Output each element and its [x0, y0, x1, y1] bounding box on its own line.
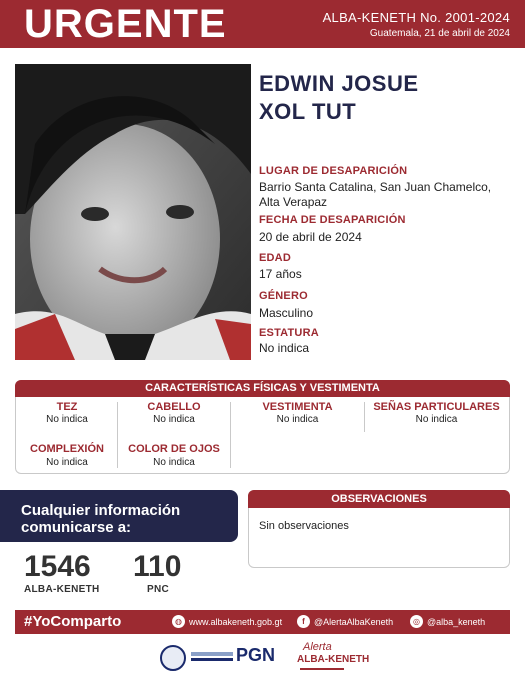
age-value: 17 años	[259, 267, 302, 281]
hashtag: #YoComparto	[24, 613, 122, 630]
place-label: LUGAR DE DESAPARICIÓN	[259, 165, 408, 177]
date-label: FECHA DE DESAPARICIÓN	[259, 214, 406, 226]
eye-color-value: No indica	[153, 457, 195, 468]
missing-person-photo	[15, 64, 251, 360]
observations-header: OBSERVACIONES	[248, 490, 510, 508]
person-name-line2: XOL TUT	[259, 99, 357, 124]
date-value: 20 de abril de 2024	[259, 230, 362, 244]
vestimenta-label: VESTIMENTA	[262, 401, 333, 413]
facebook-handle[interactable]: @AlertaAlbaKeneth	[314, 617, 394, 627]
phone-number-alba: 1546	[24, 550, 91, 583]
senas-value: No indica	[415, 414, 458, 425]
age-label: EDAD	[259, 252, 291, 264]
portrait-image	[15, 64, 251, 360]
phone-label-alba: ALBA-KENETH	[24, 584, 100, 595]
complexion-value: No indica	[46, 457, 88, 468]
contact-text	[21, 502, 231, 536]
characteristics-header: CARACTERÍSTICAS FÍSICAS Y VESTIMENTA	[15, 380, 510, 397]
tez-value: No indica	[46, 414, 88, 425]
alert-date: Guatemala, 21 de abril de 2024	[369, 28, 510, 39]
senas-label: SEÑAS PARTICULARES	[373, 401, 500, 413]
vestimenta-value: No indica	[276, 414, 319, 425]
facebook-icon: f	[297, 615, 310, 628]
complexion-label: COMPLEXIÓN	[30, 443, 104, 455]
contact-line2: comunicarse a:	[21, 519, 132, 536]
eye-color-label: COLOR DE OJOS	[128, 443, 220, 455]
person-name	[259, 70, 509, 126]
instagram-icon: ◎	[410, 615, 423, 628]
place-value-line1: Barrio Santa Catalina, San Juan Chamelco,	[259, 180, 492, 194]
alba-keneth-logo-text: ALBA-KENETH	[297, 654, 370, 665]
cabello-value: No indica	[153, 414, 195, 425]
alba-keneth-logo-tagline	[300, 668, 344, 670]
observations-text: Sin observaciones	[259, 520, 349, 532]
contact-line1: Cualquier información	[21, 502, 181, 519]
guatemala-government-logo	[191, 652, 233, 664]
phone-label-pnc: PNC	[147, 584, 170, 595]
instagram-handle[interactable]: @alba_keneth	[427, 617, 486, 627]
website-link[interactable]: www.albakeneth.gob.gt	[189, 617, 283, 627]
alert-number: ALBA-KENETH No. 2001-2024	[322, 10, 510, 25]
pgn-logo: PGN	[236, 645, 276, 665]
globe-icon: ◍	[172, 615, 185, 628]
phone-number-pnc: 110	[133, 550, 182, 583]
tez-label: TEZ	[56, 401, 78, 413]
alerta-logo-text: Alerta	[303, 641, 332, 653]
height-label: ESTATURA	[259, 327, 319, 339]
place-value-line2: Alta Verapaz	[259, 195, 328, 209]
urgent-title: URGENTE	[24, 2, 227, 46]
gender-label: GÉNERO	[259, 290, 308, 302]
guatemala-seal-logo	[160, 645, 186, 671]
gender-value: Masculino	[259, 306, 314, 320]
cabello-label: CABELLO	[147, 401, 201, 413]
person-name-line1: EDWIN JOSUE	[259, 71, 419, 96]
height-value: No indica	[259, 341, 310, 355]
place-value	[259, 180, 514, 210]
